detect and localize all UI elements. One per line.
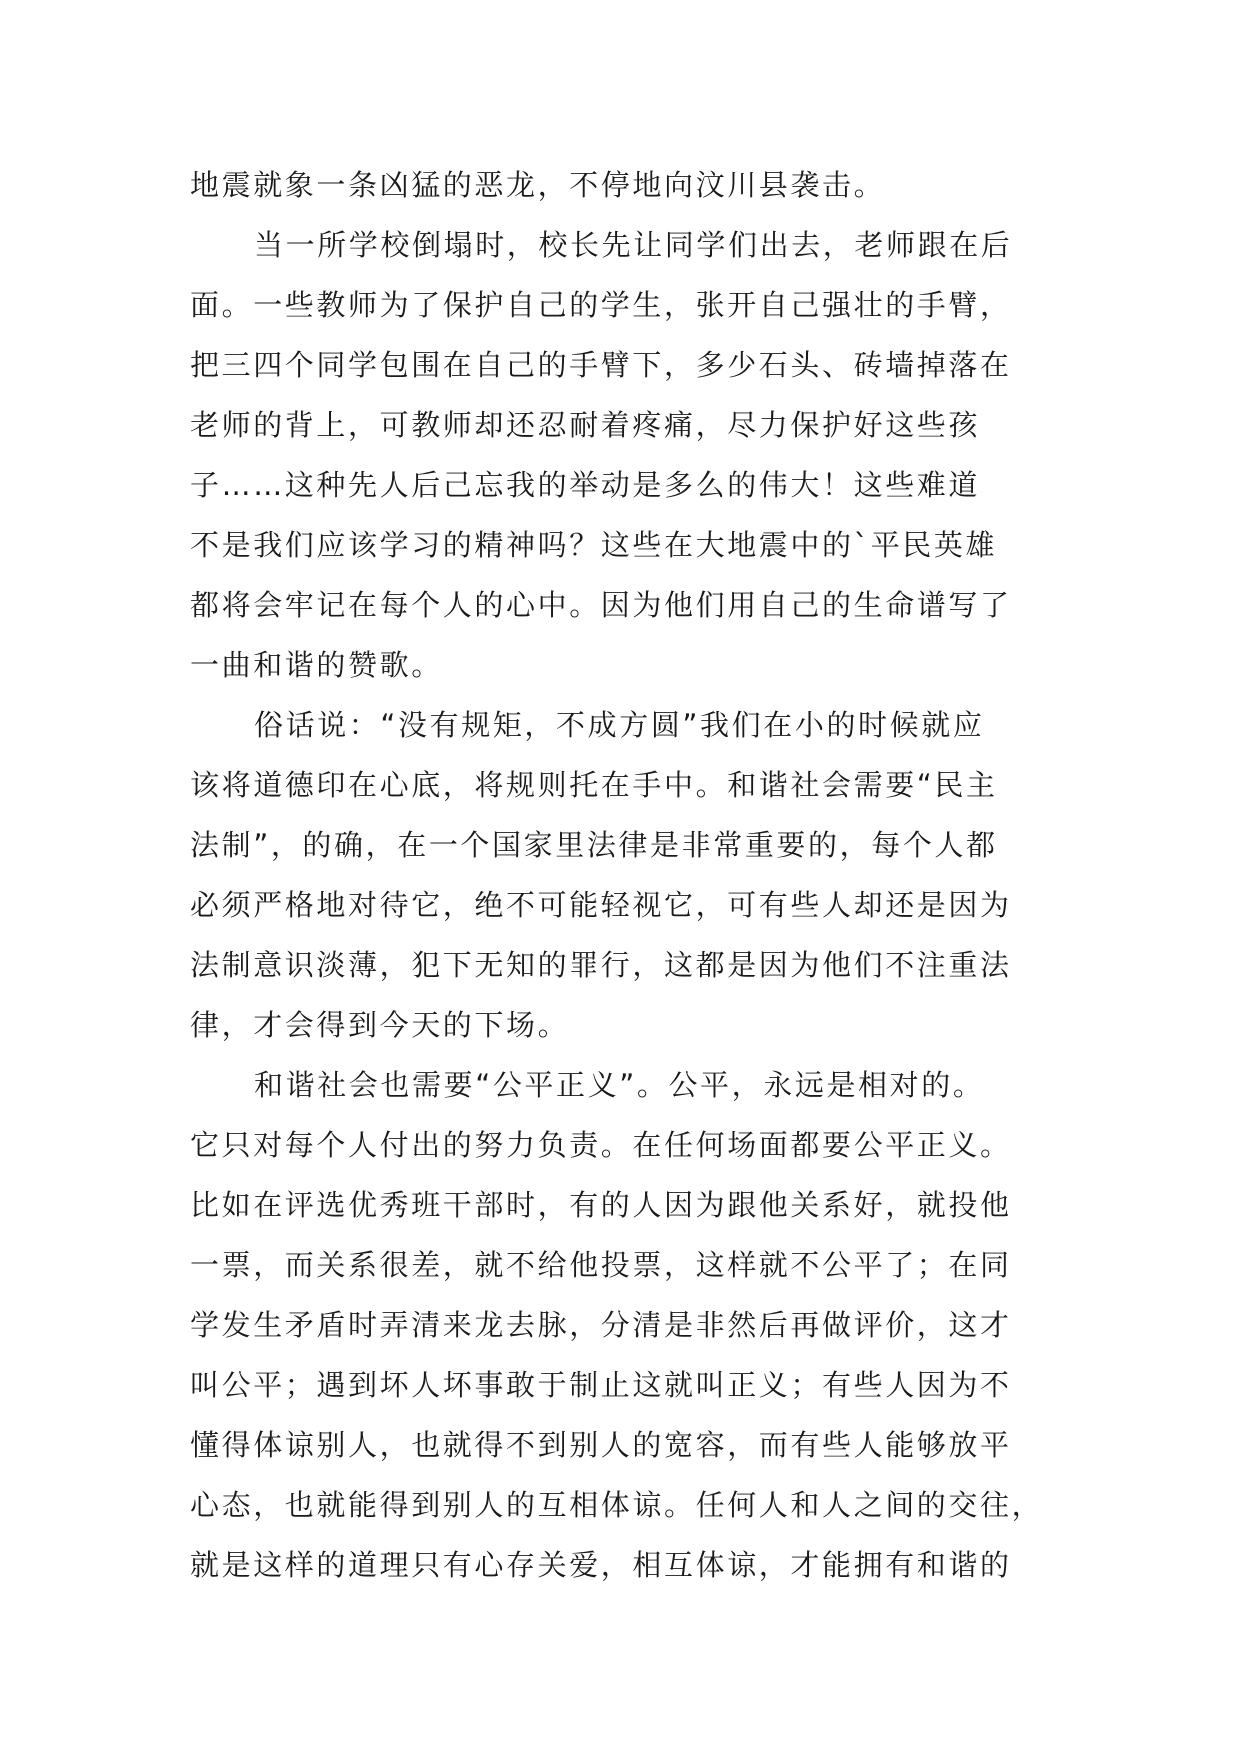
text-line: 地震就象一条凶猛的恶龙，不停地向汶川县袭击。 <box>190 168 886 202</box>
text-line: 把三四个同学包围在自己的手臂下，多少石头、砖墙掉落在 <box>190 348 1012 382</box>
text-line: 一曲和谐的赞歌。 <box>190 648 443 682</box>
text-line: 必须严格地对待它，绝不可能轻视它，可有些人却还是因为 <box>190 888 1012 922</box>
text-line: 法制意识淡薄，犯下无知的罪行，这都是因为他们不注重法 <box>190 948 1012 982</box>
text-line: 比如在评选优秀班干部时，有的人因为跟他关系好，就投他 <box>190 1188 1012 1222</box>
text-line: 学发生矛盾时弄清来龙去脉，分清是非然后再做评价，这才 <box>190 1308 1012 1342</box>
text-line: 该将道德印在心底，将规则托在手中。和谐社会需要“民主 <box>190 768 998 802</box>
text-line: 都将会牢记在每个人的心中。因为他们用自己的生命谱写了 <box>190 588 1012 622</box>
body-text <box>190 155 1070 1595</box>
text-line: 心态，也就能得到别人的互相体谅。任何人和人之间的交往， <box>190 1488 1044 1522</box>
text-line: 它只对每个人付出的努力负责。在任何场面都要公平正义。 <box>190 1128 1012 1162</box>
text-line: 不是我们应该学习的精神吗？这些在大地震中的`平民英雄 <box>190 528 998 562</box>
text-line: 法制”，的确，在一个国家里法律是非常重要的，每个人都 <box>190 828 998 862</box>
text-line: 和谐社会也需要“公平正义”。公平，永远是相对的。 <box>254 1068 985 1102</box>
text-line: 律，才会得到今天的下场。 <box>190 1008 570 1042</box>
text-line: 就是这样的道理只有心存关爱，相互体谅，才能拥有和谐的 <box>190 1548 1012 1582</box>
text-line: 当一所学校倒塌时，校长先让同学们出去，老师跟在后 <box>254 228 1013 262</box>
text-line: 子……这种先人后己忘我的举动是多么的伟大！这些难道 <box>190 468 981 502</box>
text-line: 叫公平；遇到坏人坏事敢于制止这就叫正义；有些人因为不 <box>190 1368 1012 1402</box>
text-line: 一票，而关系很差，就不给他投票，这样就不公平了；在同 <box>190 1248 1012 1282</box>
text-line: 面。一些教师为了保护自己的学生，张开自己强壮的手臂， <box>190 288 1012 322</box>
text-line: 老师的背上，可教师却还忍耐着疼痛，尽力保护好这些孩 <box>190 408 981 442</box>
text-line: 俗话说：“没有规矩，不成方圆”我们在小的时候就应 <box>254 708 985 742</box>
text-line: 懂得体谅别人，也就得不到别人的宽容，而有些人能够放平 <box>190 1428 1012 1462</box>
